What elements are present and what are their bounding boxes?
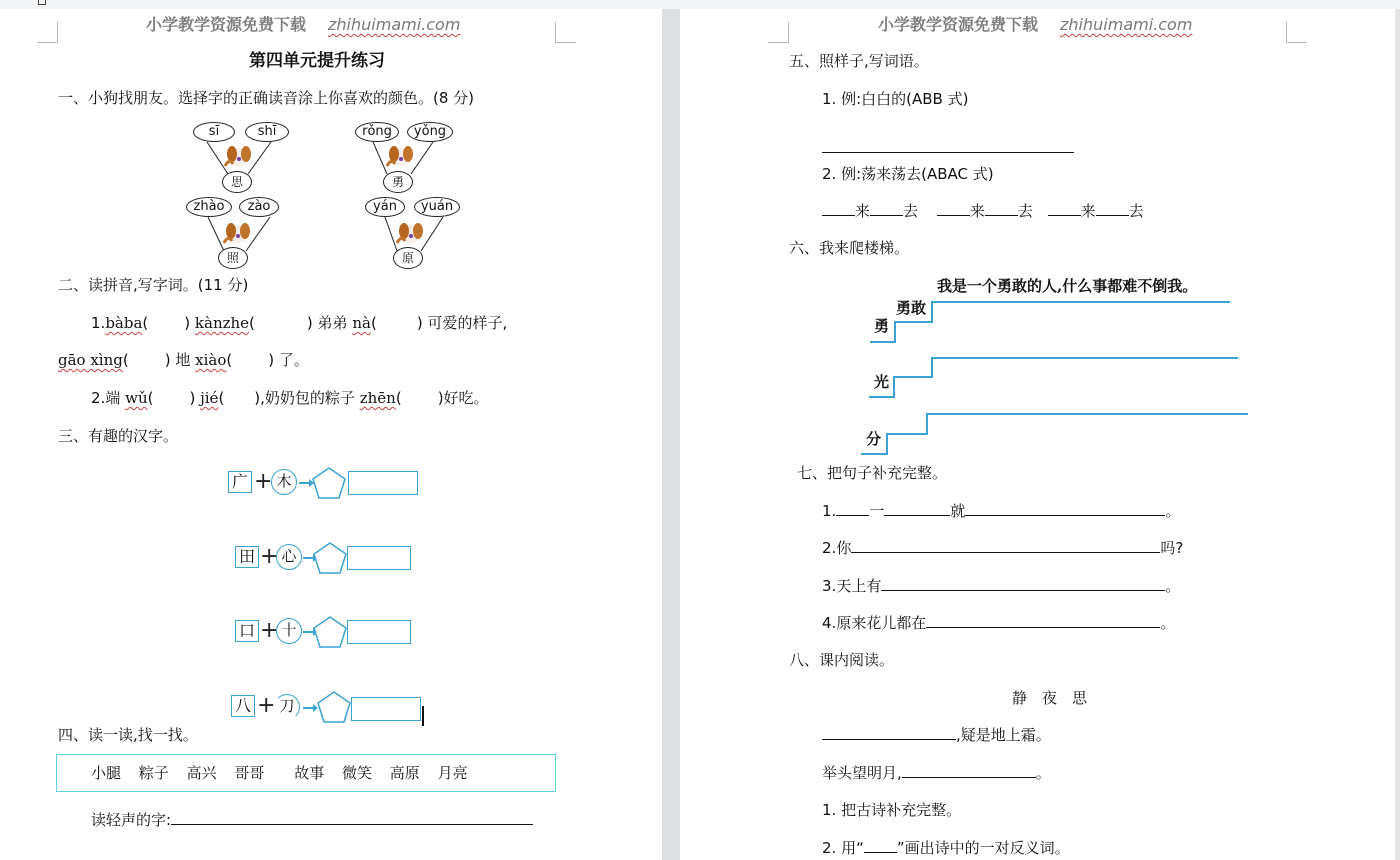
answer-blank[interactable]	[836, 502, 869, 516]
char-combo-row[interactable]	[228, 467, 428, 497]
dog-character: 勇	[383, 171, 413, 193]
header-site-url: zhihuimami.com	[328, 15, 461, 34]
plus-sign: +	[257, 693, 276, 718]
pinyin-option[interactable]: yán	[365, 197, 405, 217]
pinyin-option[interactable]: shī	[245, 122, 289, 142]
answer-blank[interactable]	[851, 539, 1160, 553]
word-answer-box[interactable]	[347, 546, 411, 570]
q2-heading: 二、读拼音,写字词。(11 分)	[58, 276, 249, 294]
pinyin: jié	[200, 389, 219, 407]
stair-base: 分	[866, 430, 882, 448]
component-circle: 木	[271, 469, 297, 495]
answer-blank[interactable]	[902, 764, 1036, 778]
header-site-url: zhihuimami.com	[1060, 15, 1193, 34]
dog-pinyin-group[interactable]	[365, 197, 475, 267]
dog-pinyin-group[interactable]	[355, 122, 465, 192]
word-list	[91, 764, 468, 782]
word-item[interactable]: 粽子	[138, 764, 169, 782]
stair-base: 勇	[874, 317, 890, 335]
poem-line-2: 举头望明月, 。	[822, 764, 1051, 782]
pinyin-option[interactable]: yuán	[414, 197, 460, 217]
component-circle: 刀	[274, 694, 300, 720]
dog-pinyin-group[interactable]	[186, 197, 296, 267]
word-item[interactable]: 故事	[294, 764, 325, 782]
answer-blank[interactable]	[926, 614, 1160, 628]
q1-heading: 一、小狗找朋友。选择字的正确读音涂上你喜欢的颜色。(8 分)	[58, 89, 475, 107]
plus-sign: +	[260, 544, 279, 569]
char-combo-row[interactable]	[235, 616, 435, 646]
answer-blank[interactable]	[881, 577, 1165, 591]
poem-line-1: ,疑是地上霜。	[822, 726, 1051, 744]
header-site-name: 小学教学资源免费下载	[878, 15, 1039, 34]
document-page-right[interactable]	[680, 9, 1394, 860]
q7-item-3: 3.天上有 。	[822, 577, 1181, 595]
q5-pattern-row: 来 去 来 去 来 去	[822, 202, 1144, 220]
answer-blank[interactable]	[937, 202, 970, 216]
q8-task-1: 1. 把古诗补充完整。	[822, 801, 962, 819]
pinyin: gāo xìng	[58, 351, 123, 369]
pinyin: nà	[352, 314, 371, 332]
answer-blank[interactable]	[822, 202, 855, 216]
top-ruler-strip	[0, 0, 1400, 9]
q7-item-4: 4.原来花儿都在 。	[822, 614, 1176, 632]
radical-box: 八	[231, 695, 255, 717]
pinyin: wǔ	[125, 389, 148, 407]
answer-blank[interactable]	[1048, 202, 1081, 216]
document-page-left[interactable]	[0, 9, 662, 860]
radical-box: 田	[235, 546, 259, 568]
page-gutter	[662, 9, 680, 860]
stairs-diagram[interactable]	[860, 279, 1394, 459]
q3-heading: 三、有趣的汉字。	[58, 427, 179, 445]
char-combo-row[interactable]	[235, 542, 435, 572]
q4-heading: 四、读一读,找一找。	[58, 726, 198, 744]
page-corner-mark	[768, 22, 789, 43]
page-corner-mark	[1286, 22, 1307, 43]
stair-base: 光	[874, 373, 890, 391]
pinyin: zhēn	[359, 389, 396, 407]
word-item[interactable]: 小腿	[91, 764, 122, 782]
pinyin: kànzhe	[194, 314, 250, 332]
q7-item-2: 2.你 吗?	[822, 539, 1184, 557]
plus-sign: +	[254, 469, 273, 494]
word-item[interactable]: 微笑	[341, 764, 372, 782]
pentagon-answer[interactable]	[313, 542, 347, 574]
pinyin-option[interactable]: zào	[239, 197, 279, 217]
plus-sign: +	[260, 618, 279, 643]
text-cursor	[422, 706, 424, 726]
dog-icon	[222, 219, 252, 249]
q5-item-2: 2. 例:荡来荡去(ABAC 式)	[822, 165, 994, 183]
word-item[interactable]: 高兴	[186, 764, 217, 782]
page-corner-mark	[37, 22, 58, 43]
radical-box: 口	[235, 620, 259, 642]
page-corner-mark	[555, 22, 576, 43]
pentagon-answer[interactable]	[313, 616, 347, 648]
pinyin-option[interactable]: yǒng	[407, 122, 453, 142]
radical-box: 广	[228, 471, 252, 493]
q7-item-1: 1. 一 就 。	[822, 502, 1181, 520]
q8-heading: 八、课内阅读。	[789, 651, 895, 669]
dog-icon	[223, 142, 253, 172]
page-header	[146, 12, 460, 35]
dog-character: 照	[218, 247, 248, 269]
word-item[interactable]: 高原	[389, 764, 420, 782]
q5-heading: 五、照样子,写词语。	[789, 52, 929, 70]
header-site-name: 小学教学资源免费下载	[146, 15, 307, 34]
q2-line-2: gāo xìng( ) 地 xiào( ) 了。	[58, 351, 309, 369]
pinyin-option[interactable]: rǒng	[355, 122, 399, 142]
cursor-mark-icon	[38, 0, 46, 5]
component-circle: 心	[276, 544, 302, 570]
arrow-right-icon	[299, 482, 311, 484]
pentagon-answer[interactable]	[312, 467, 346, 499]
word-item[interactable]: 月亮	[437, 764, 468, 782]
answer-blank[interactable]	[1096, 202, 1129, 216]
q8-task-2: 2. 用“ ”画出诗中的一对反义词。	[822, 839, 1070, 857]
stair-sentence: 我是一个勇敢的人,什么事都难不倒我。	[937, 277, 1198, 295]
pinyin: bàba	[105, 314, 143, 332]
pinyin: xiào	[195, 351, 227, 369]
q4-prompt: 读轻声的字:	[91, 811, 172, 829]
word-answer-box[interactable]	[347, 620, 411, 644]
page-header	[878, 12, 1192, 35]
poem-title: 静 夜 思	[1012, 689, 1088, 707]
dog-pinyin-group[interactable]	[193, 122, 303, 192]
q6-heading: 六、我来爬楼梯。	[789, 239, 910, 257]
dog-character: 原	[393, 247, 423, 269]
answer-blank[interactable]	[822, 726, 956, 740]
dog-icon	[385, 142, 415, 172]
dog-icon	[395, 219, 425, 249]
q7-heading: 七、把句子补充完整。	[797, 464, 948, 482]
underline-sample	[864, 839, 897, 853]
vertical-scrollbar[interactable]	[1395, 9, 1400, 860]
answer-blank[interactable]	[965, 502, 1165, 516]
word-item[interactable]: 哥哥	[234, 764, 265, 782]
q5-item-1: 1. 例:白白的(ABB 式)	[822, 90, 969, 108]
word-answer-box[interactable]	[348, 471, 418, 495]
pinyin-option[interactable]: zhào	[186, 197, 232, 217]
pentagon-answer[interactable]	[317, 691, 351, 723]
answer-blank[interactable]	[870, 202, 903, 216]
page-title: 第四单元提升练习	[249, 51, 385, 71]
pinyin-option[interactable]: sī	[193, 122, 235, 142]
q2-line-3: 2.端 wǔ( ) jié( ),奶奶包的粽子 zhēn( )好吃。	[91, 389, 489, 407]
answer-blank[interactable]	[822, 139, 1074, 153]
arrow-right-icon	[303, 707, 315, 709]
component-circle: 十	[276, 618, 302, 644]
answer-blank[interactable]	[171, 811, 533, 825]
word-answer-box[interactable]	[351, 697, 421, 721]
stair-step-2: 勇敢	[896, 299, 927, 317]
answer-blank[interactable]	[985, 202, 1018, 216]
q4-answer-line	[91, 811, 533, 829]
char-combo-row[interactable]	[231, 691, 431, 721]
q2-line-1: 1.bàba( ) kànzhe( ) 弟弟 nà( ) 可爱的样子,	[91, 314, 508, 332]
answer-blank[interactable]	[884, 502, 950, 516]
dog-character: 思	[222, 171, 252, 193]
